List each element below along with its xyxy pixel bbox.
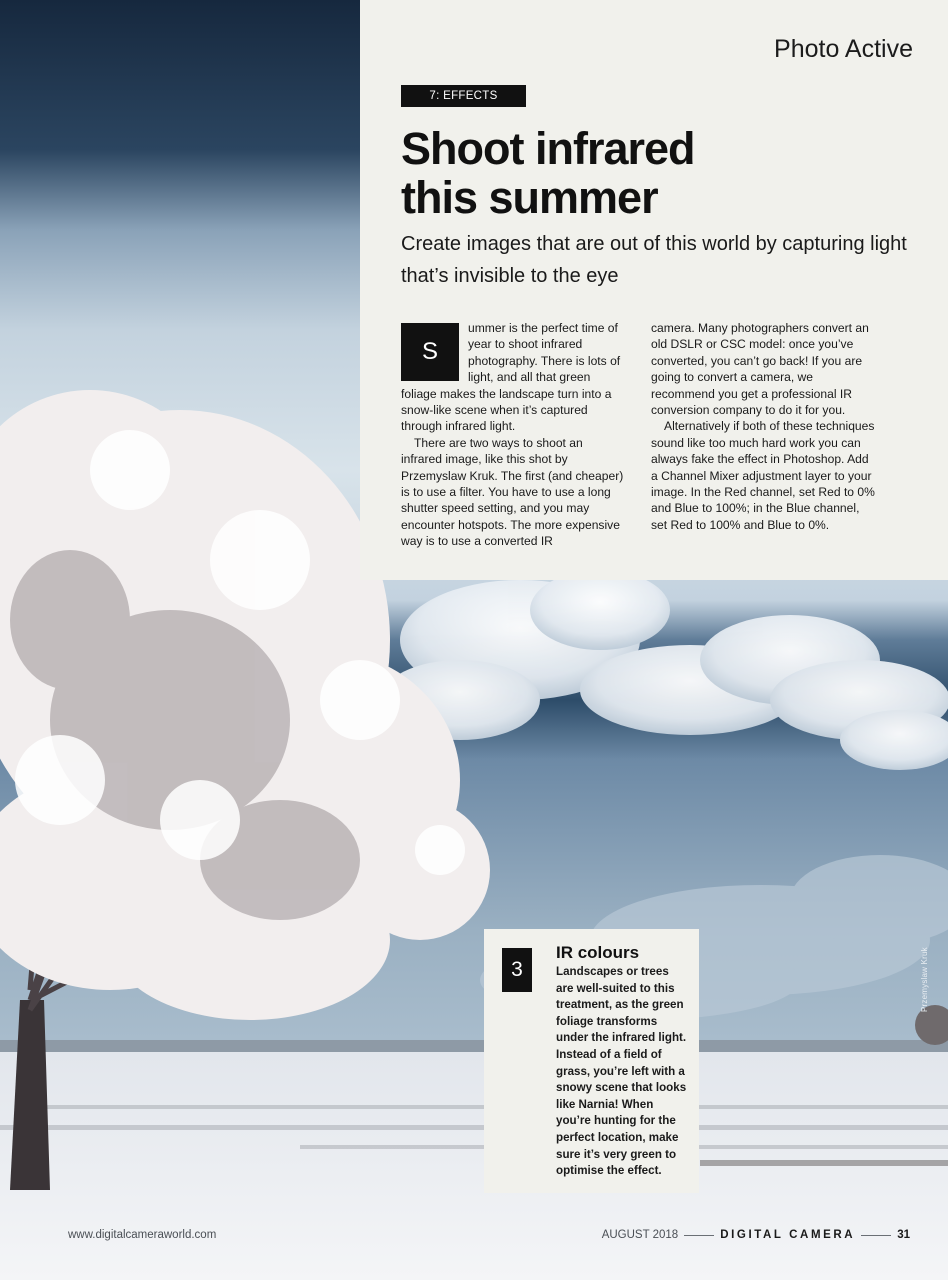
body-paragraph: Alternatively if both of these techniques sound like too much hard work you can always fake the effect in Photoshop. Add a Channel Mixer adjustment layer to your image. In the Red channel, set Red to 0% and Blue to 100%; in the Blue channel, set Red to 100% and Blue to 0%. [651, 419, 875, 532]
body-paragraph: camera. Many photographers convert an old DSLR or CSC model: once you’ve converted, you can’t go back! If you are going to convert a camera, we recommend you get a professional IR conversion company to do it for you. [651, 321, 869, 418]
boxout-title: IR colours [556, 943, 640, 962]
standfirst: Create images that are out of this world by capturing light that’s invisible to the eye [401, 233, 907, 287]
magazine-name: DIGITAL CAMERA [720, 1229, 856, 1241]
issue-date: AUGUST 2018 [601, 1229, 679, 1241]
section-title: Photo Active [774, 35, 913, 63]
body-column-1 [401, 320, 625, 550]
headline-line-1: Shoot infrared [401, 123, 695, 174]
step-number-badge: 3 [502, 948, 532, 992]
category-tag: 7: EFFECTS [401, 85, 526, 107]
boxout-body: Landscapes or trees are well-suited to this treatment, as the green foliage transforms under the infrared light. Instead of a field of grass, you’re left with a snowy scene that looks like Narnia! When you’re hunting for the perfect location, make sure it’s very green to optimise the effect. [556, 965, 687, 1178]
divider [861, 1235, 891, 1236]
footer-folio [602, 1229, 910, 1241]
divider [684, 1235, 714, 1236]
cumulus-clouds [380, 570, 948, 770]
body-column-2 [651, 320, 875, 533]
article-panel [360, 0, 948, 580]
drop-cap: S [401, 323, 459, 381]
body-paragraph: There are two ways to shoot an infrared image, like this shot by Przemyslaw Kruk. The first (and cheaper) is to use a filter. You have to use a long shutter speed setting, and you may encounter hotspots. The more expensive way is to use a converted IR [401, 435, 624, 549]
headline-line-2: this summer [401, 172, 658, 223]
photo-credit: Przemyslaw Kruk [920, 947, 929, 1012]
paragraph-text: ummer is the perfect time of year to shoot infrared photography. There is lots of light, and all that green foliage makes the landscape turn into a snow-like scene when it’s captured through infrared light. [401, 321, 621, 434]
page-number: 31 [897, 1229, 910, 1241]
tip-boxout [484, 929, 699, 1193]
footer-url: www.digitalcameraworld.com [68, 1229, 217, 1241]
headline [401, 124, 695, 222]
body-paragraph [401, 320, 625, 435]
